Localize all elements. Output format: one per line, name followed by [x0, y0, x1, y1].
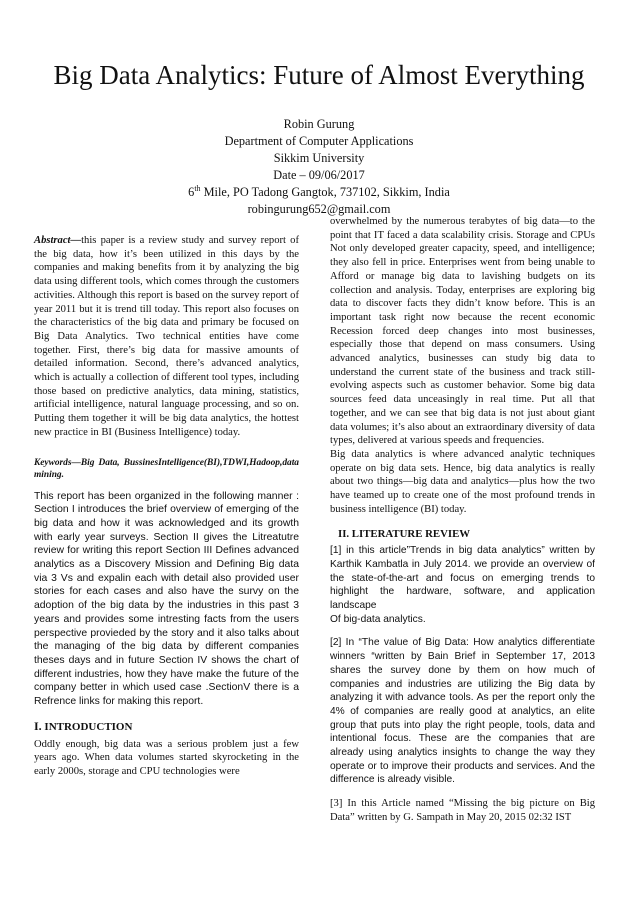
- author-block: [0, 116, 638, 218]
- author-date: Date – 09/06/2017: [273, 168, 365, 182]
- section-1-title: INTRODUCTION: [44, 720, 133, 733]
- reference-3: [3] In this Article named “Missing the big picture on Big Data” written by G. Sampath in May 20, 2015 02:32 IST: [330, 798, 595, 823]
- abstract-text: this paper is a review study and survey report of the big data, how it’s been utilized in this days by the companies and making benefits from it by analyzing the big data using different tools, which comes through the customers activities. Although this report is based on the survey report of year 2011 but it is trend till today. This report also focuses on the characteristics of the big data and primary be focused on Big Data Analytics. Two technical entities have come together. First, there’s big data for massive amounts of detailed information. Second, there’s advanced analytics, which is actually a collection of different tool types, including those based on predictive analytics, data mining, statistics, artificial intelligence, natural language processing, and so on. Putting them together it will be big data analytics, the hottest new practice in BI (Business Intelligence) today.: [34, 235, 299, 438]
- paper-title: Big Data Analytics: Future of Almost Everything: [53, 60, 585, 90]
- author-address: [0, 184, 638, 201]
- reference-1-continued: Of big-data analytics.: [330, 613, 426, 625]
- author-department: Department of Computer Applications: [224, 134, 414, 148]
- section-2-heading: II. LITERATURE REVIEW: [338, 528, 471, 541]
- section-1-heading: [34, 720, 299, 735]
- author-name: Robin Gurung: [283, 117, 355, 131]
- address-rest: Mile, PO Tadong Gangtok, 737102, Sikkim, India: [200, 185, 450, 199]
- abstract: [34, 234, 299, 440]
- author-email: robingurung652@gmail.com: [247, 202, 391, 216]
- keywords: Keywords—Big Data, BussinesIntelligence(BI),TDWI,Hadoop,data mining.: [34, 457, 299, 480]
- left-column: [34, 234, 299, 779]
- introduction-paragraph: Oddly enough, big data was a serious problem just a few years ago. When data volumes started skyrocketing in the early 2000s, storage and CPU technologies were: [34, 738, 299, 777]
- address-superscript: th: [194, 183, 201, 193]
- reference-1: [1] in this article”Trends in big data analytics” written by Karthik Kambatla in July 2014. we provide an overview of the state-of-the-art and focus on emerging trends to highlight the hardware, software, and application landscape: [330, 545, 595, 611]
- reference-2: [2] In “The value of Big Data: How analytics differentiate winners “written by Bain Brief in September 17, 2013 shares the survey done by them on how much of companies and industries are utilizing the Big data by analyzing it with advance tools. As per the report only the 4% of companies are really good at analytics, an elite group that puts into play the right people, tools, data and intentional focus. These are the companies that are already using analytics insights to change the way they operate or to improve their products and services. And the difference is already visible.: [330, 637, 595, 786]
- abstract-label: Abstract—: [34, 235, 82, 246]
- organization-paragraph: This report has been organized in the following manner : Section I introduces the brief overview of emerging of the big data and how it was acknowledged and its growth with early year surveys. Section II gives the Litreatutre review for writing this report Section III Defines advanced analytics as a Discovery Mission and Defining Big data via 3 Vs and expalin each with detail also provided user stories for each cases and also have the survy on the adoption of the big data by the industries in this past 3 years and provides some intresting facts from the users perspective provieded by the story and it also talks about the managing of the big data by different companies theses days and in future Section IV shows the chart of different industries, how they have make the future of the company better in which used case .SectionV there is a Refrence links for making this report.: [34, 490, 299, 708]
- address-number: 6: [188, 185, 195, 199]
- introduction-continued: overwhelmed by the numerous terabytes of big data—to the point that IT faced a data scalability crisis. Storage and CPUs Not only developed greater capacity, speed, and intelligence; they also fell in price. Enterprises went from being unable to Afford or manage big data to lavishing budgets on its collection and analysis. Today, enterprises are exploring big data to discover facts they didn’t know before. This is an important task right now because the recent economic Recession forced deep changes into most businesses, especially those that depend on mass consumers. Using advanced analytics, businesses can study big data to understand the current state of the business and track still-evolving aspects such as customer behavior. Some big data sources feed data unceasingly in real time. Put all that together, and we can see that big data is not just about giant data volumes; it’s also about an extraordinary diversity of data types, delivered at various speeds and frequencies.: [330, 216, 595, 447]
- author-university: Sikkim University: [273, 151, 365, 165]
- introduction-continued-2: Big data analytics is where advanced analytic techniques operate on big data sets. Hence, big data analytics is really about two things—big data and analytics—plus how the two have teamed up to create one of the most profound trends in business intelligence (BI) today.: [330, 448, 595, 515]
- section-1-number: I.: [34, 718, 42, 733]
- right-column: [330, 215, 595, 825]
